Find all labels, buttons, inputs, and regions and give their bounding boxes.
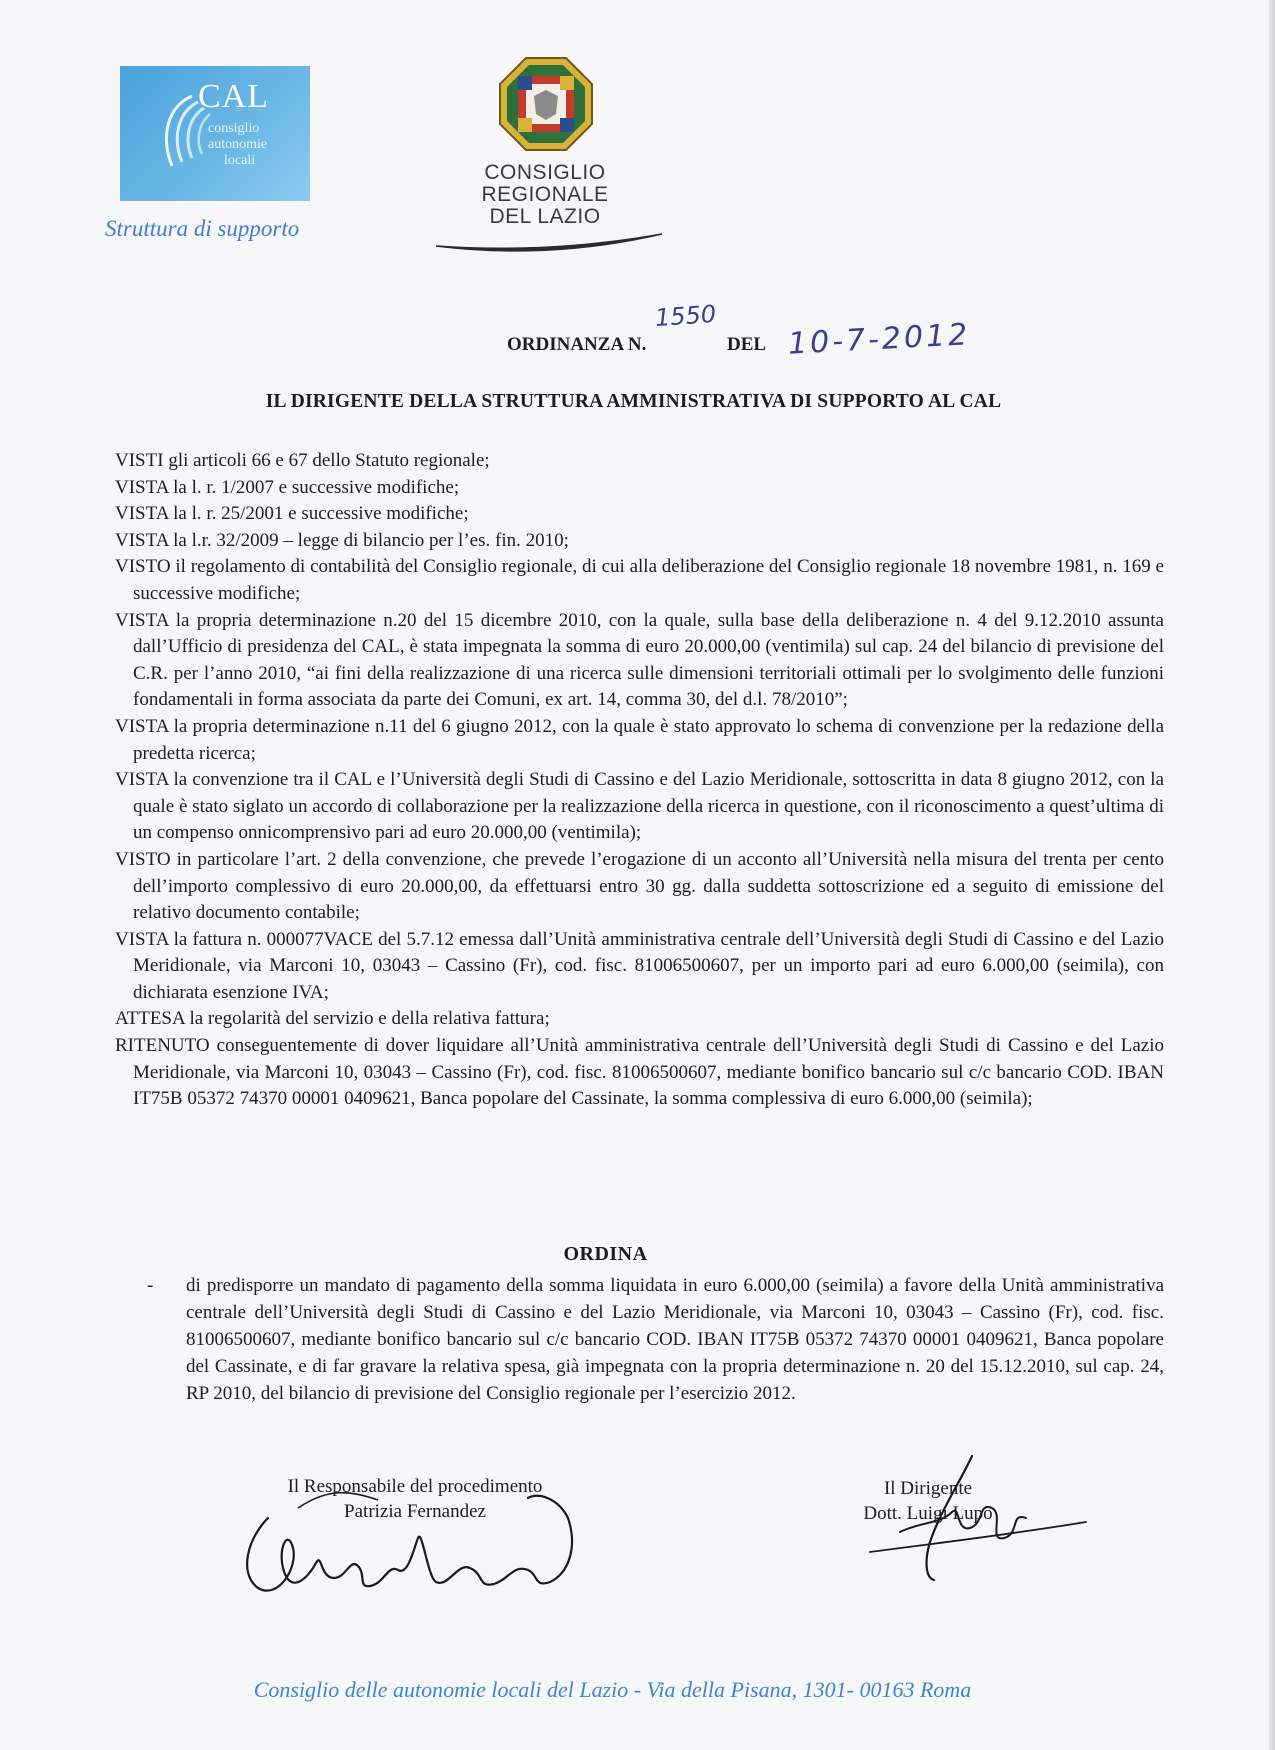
ordina-heading-text: ORDINA xyxy=(563,1243,648,1265)
council-name-line: CONSIGLIO xyxy=(484,161,606,184)
premise-item xyxy=(115,927,1164,1007)
signature-role: Il Dirigente xyxy=(883,1478,973,1499)
cal-logo-subtitle-line: locali xyxy=(224,153,256,168)
premise-text: la propria determinazione n.20 del 15 dicembre 2010, con la quale, sulla base della deliberazione n. 4 del 9.12.2010 assunta dall’Ufficio di presidenza del CAL, è stata impegnata la somma di euro 20.000,00 (ventimila) sul cap. 24 del bilancio di previsione del C.R. per l’anno 2010, “ai fini della realizzazione di una ricerca sulle dimensioni territoriali ottimali per lo svolgimento delle funzioni fondamentali in forma associata da parte dei Comuni, ex art. 14, comma 30, del d.l. 78/2010”; xyxy=(133,609,1164,711)
document-heading xyxy=(0,391,1275,413)
premise-item xyxy=(115,528,1164,555)
premise-lead: VISTO xyxy=(115,848,171,870)
document-heading-text: IL DIRIGENTE DELLA STRUTTURA AMMINISTRATIVA DI SUPPORTO AL CAL xyxy=(265,391,1002,412)
premise-text: la regolarità del servizio e della relativa fattura; xyxy=(189,1008,550,1030)
premise-text: la l. r. 1/2007 e successive modifiche; xyxy=(173,476,460,498)
premise-item xyxy=(115,475,1164,502)
premise-item xyxy=(115,847,1164,927)
premise-item xyxy=(115,501,1164,528)
ordinance-number-handwritten: 1550 xyxy=(654,299,717,333)
premise-lead: VISTA xyxy=(115,609,169,631)
page-edge xyxy=(1269,0,1275,1750)
premise-text: la convenzione tra il CAL e l’Università degli Studi di Cassino e del Lazio Meridionale, sottoscritta in data 8 giugno 2012, con la quale è stato siglato un accordo di collaborazione per la realizzazione della ricerca in questione, con il riconoscimento a quest’ultima di un compenso onnicomprensivo pari ad euro 20.000,00 (ventimila); xyxy=(133,769,1165,844)
ordinance-label: ORDINANZA N. xyxy=(507,334,647,355)
premise-text: la fattura n. 000077VACE del 5.7.12 emessa dall’Unità amministrativa centrale dell’Università degli Studi di Cassino e del Lazio Meridionale, via Marconi 10, 03043 – Cassino (Fr), cod. fisc. 81006500607, per un importo pari ad euro 6.000,00 (seimila), con dichiarata esenzione IVA; xyxy=(133,928,1165,1003)
premise-item xyxy=(115,1006,1164,1033)
premise-item xyxy=(115,714,1164,767)
premise-item xyxy=(115,1033,1164,1113)
premise-lead: VISTA xyxy=(115,769,169,791)
premise-item xyxy=(115,448,1164,475)
premise-lead: VISTI xyxy=(115,450,164,471)
council-swoosh-icon xyxy=(434,230,664,260)
cal-logo-title: CAL xyxy=(198,78,269,115)
page-footer-text: Consiglio delle autonomie locali del Lazio - Via della Pisana, 1301- 00163 Roma xyxy=(253,1677,972,1702)
premise-lead: VISTA xyxy=(115,503,169,525)
order-text: di predisporre un mandato di pagamento della somma liquidata in euro 6.000,00 (seimila) a favore della Unità amministrativa centrale dell’Università degli Studi di Cassino e del Lazio Meridionale, via Marconi 10, 03043 – Cassino (Fr), cod. fisc. 81006500607, mediante bonifico bancario sul c/c bancario COD. IBAN IT75B 05372 74370 00001 0409621, Banca popolare del Cassinate, e di far gravare la relativa spesa, già impegnata con la propria determinazione n. 20 del 15.12.2010, sul cap. 24, RP 2010, del bilancio di previsione del Consiglio regionale per l’esercizio 2012. xyxy=(186,1275,1164,1404)
ordina-heading xyxy=(0,1243,1275,1266)
signature-name: Patrizia Fernandez xyxy=(344,1501,486,1522)
order-list xyxy=(140,1272,1164,1407)
premise-text: il regolamento di contabilità del Consiglio regionale, di cui alla deliberazione del Consiglio regionale 18 novembre 1981, n. 169 e successive modifiche; xyxy=(133,556,1164,604)
premise-text: la l.r. 32/2009 – legge di bilancio per l’es. fin. 2010; xyxy=(173,529,569,551)
premise-lead: VISTA xyxy=(115,529,169,551)
premise-lead: VISTO xyxy=(115,556,171,578)
order-bullet: - xyxy=(147,1275,154,1296)
premise-item xyxy=(115,608,1164,714)
premise-text: gli articoli 66 e 67 dello Statuto regionale; xyxy=(168,450,490,471)
cal-logo-subtitle xyxy=(208,121,267,169)
signature-name: Dott. Luigi Lupo xyxy=(863,1503,993,1524)
handwritten-signature-right xyxy=(860,1452,1100,1602)
premise-text: la propria determinazione n.11 del 6 giugno 2012, con la quale è stato approvato lo schema di convenzione per la redazione della predetta ricerca; xyxy=(133,715,1165,764)
premise-text: la l. r. 25/2001 e successive modifiche; xyxy=(173,503,469,525)
premise-lead: ATTESA xyxy=(115,1008,185,1030)
support-structure-label: Struttura di supporto xyxy=(105,216,300,241)
premise-item xyxy=(115,554,1164,607)
council-name-line: REGIONALE xyxy=(481,183,609,206)
regional-crest-icon xyxy=(498,56,594,152)
handwritten-signature-left xyxy=(238,1478,618,1608)
premise-lead: VISTA xyxy=(115,715,169,737)
council-name xyxy=(430,162,660,228)
council-name-line: DEL LAZIO xyxy=(489,205,601,228)
signature-role: Il Responsabile del procedimento xyxy=(287,1476,543,1497)
premise-lead: VISTA xyxy=(115,476,169,498)
order-item xyxy=(140,1272,1164,1407)
premise-lead: RITENUTO xyxy=(115,1035,210,1057)
cal-logo-subtitle-line: consiglio xyxy=(208,121,260,136)
ordinance-date-handwritten: 10-7-2012 xyxy=(787,317,972,362)
premises-section xyxy=(115,448,1164,1113)
cal-logo xyxy=(120,66,310,201)
premise-lead: VISTA xyxy=(115,928,169,950)
premise-text: conseguentemente di dover liquidare all’Unità amministrativa centrale dell’Università degli Studi di Cassino e del Lazio Meridionale, via Marconi 10, 03043 – Cassino (Fr), cod. fisc. 81006500607, mediante bonifico bancario sul c/c bancario COD. IBAN IT75B 05372 74370 00001 0409621, Banca popolare del Cassinate, la somma complessiva di euro 6.000,00 (seimila); xyxy=(133,1035,1164,1110)
premise-item xyxy=(115,767,1164,847)
ordinance-date-label: DEL xyxy=(727,334,767,355)
page-footer xyxy=(0,1677,1275,1703)
cal-logo-subtitle-line: autonomie xyxy=(208,137,268,152)
premise-text: in particolare l’art. 2 della convenzione, che prevede l’erogazione di un acconto all’Università nella misura del trenta per cento dell’importo complessivo di euro 20.000,00, da effettuarsi entro 30 gg. dalla suddetta sottoscrizione ed a seguito di emissione del relativo documento contabile; xyxy=(133,848,1165,924)
